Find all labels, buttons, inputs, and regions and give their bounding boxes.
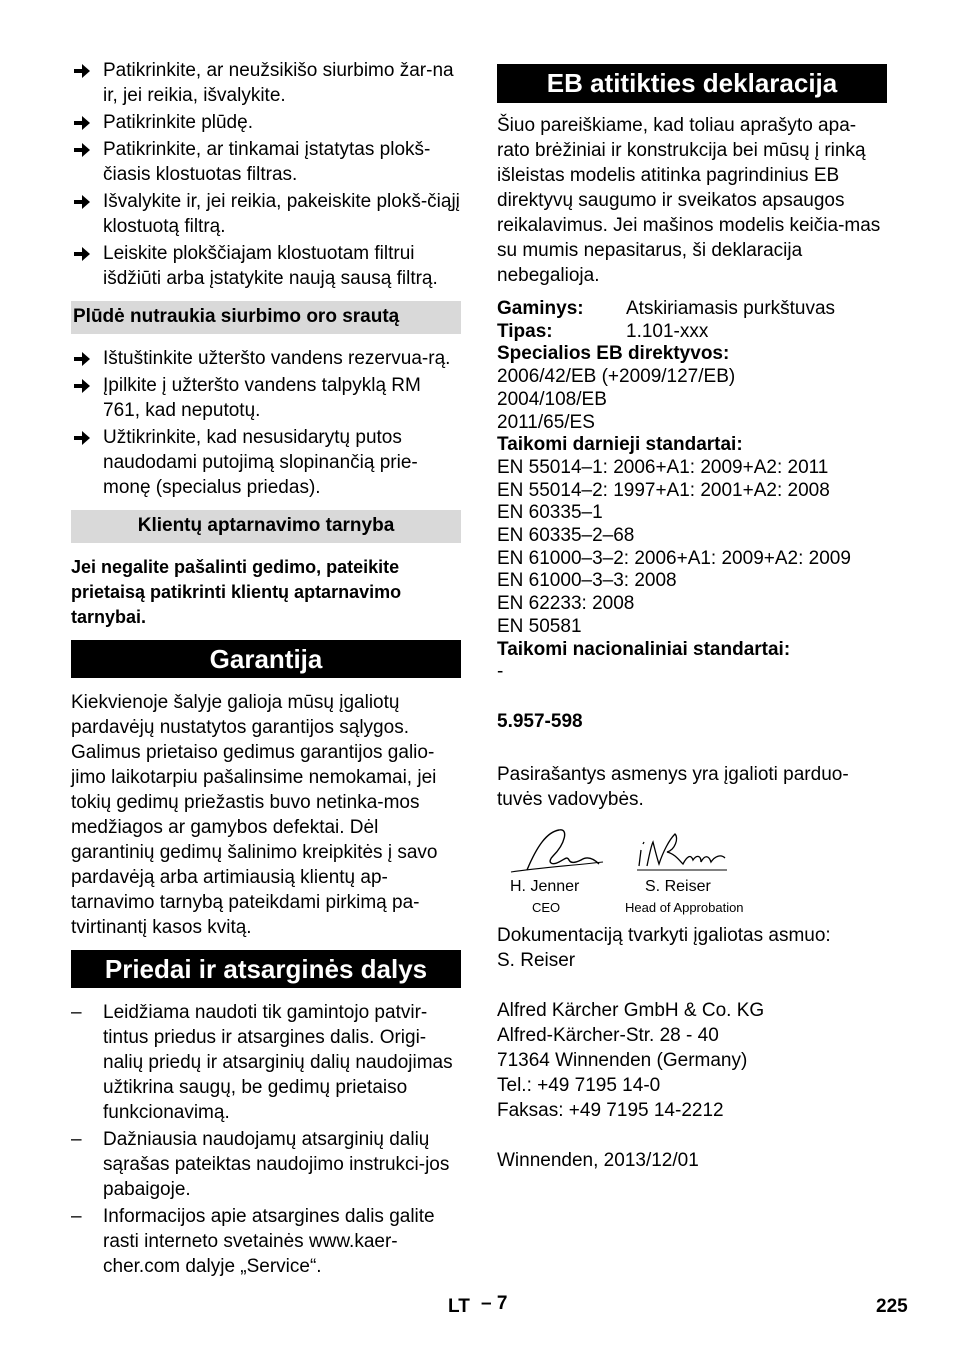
signer-role: Head of Approbation xyxy=(625,899,744,915)
standard-item: EN 60335–1 xyxy=(497,502,603,524)
type-row: Tipas: 1.101-xxx xyxy=(497,320,709,342)
directive-item: 2011/65/ES xyxy=(497,411,595,433)
service-text: Jei negalite pašalinti gedimo, pateikite prietaisą patikrinti klientų aptarnavimo tarnybai. xyxy=(71,557,402,627)
signers-text: Pasirašantys asmenys yra įgalioti parduo-tuvės vadovybės. xyxy=(497,763,849,810)
standard-item: EN 50581 xyxy=(497,615,582,637)
arrow-right-icon xyxy=(74,373,92,398)
standard-item: EN 55014–1: 2006+A1: 2009+A2: 2011 xyxy=(497,456,829,478)
dash-bullet-icon: – xyxy=(71,1129,82,1150)
list-item: – Dažniausia naudojamų atsarginių dalių sąrašas pateiktas naudojimo instrukci-jos pabaigoje. xyxy=(71,1129,450,1200)
standard-item: EN 61000–3–3: 2008 xyxy=(497,570,677,592)
signer-role: CEO xyxy=(532,899,561,915)
list-item: Leiskite plokščiajam klostuotam filtrui išdžiūti arba įstatykite naują sausą filtrą. xyxy=(71,241,461,291)
directive-item: 2004/108/EB xyxy=(497,388,607,410)
list-item: Patikrinkite, ar tinkamai įstatytas plokš-čiasis klostuotas filtras. xyxy=(71,137,461,187)
doc-person: S. Reiser xyxy=(497,949,576,971)
check-steps-list xyxy=(71,58,461,291)
list-item: Išvalykite ir, jei reikia, pakeiskite plokš-čiąjį klostuotą filtrą. xyxy=(71,189,461,239)
arrow-right-icon xyxy=(74,137,92,162)
list-item: Ištuštinkite užteršto vandens rezervua-rą. xyxy=(71,346,461,371)
float-subheading: Plūdė nutraukia siurbimo oro srautą xyxy=(71,301,461,334)
signer-name: H. Jenner xyxy=(510,877,580,895)
warranty-text: Kiekvienoje šalyje galioja mūsų įgaliotų pardavėjų nustatytos garantijos sąlygos. Galimus prietaiso gedimus garantijos galio-jimo laikotarpiu pašalinsime nemokamai, jei tokių gedimų priežastis buvo netinka-mos medžiagos ar gamybos defektai. Dėl garantinių gedimų šalinimo kreipkitės į savo pardavėją arba artimiausią klientų ap-tarnavimo tarnybą pateikdami pirkimą pa-tvirtinantį kasos kvitą. xyxy=(71,692,438,938)
list-item: Patikrinkite, ar neužsikišo siurbimo žar-na ir, jei reikia, išvalykite. xyxy=(71,58,461,108)
directives-label: Specialios EB direktyvos: xyxy=(497,343,730,365)
place-date: Winnenden, 2013/12/01 xyxy=(497,1149,699,1171)
list-item: – Leidžiama naudoti tik gamintojo patvir-tintus priedus ir atsargines dalis. Origi-nalių priedų ir atsarginių dalių naudojimas užtikrina saugų, be gedimų prietaiso funkcionavimą. xyxy=(71,1002,453,1123)
standard-item: EN 60335–2–68 xyxy=(497,525,635,547)
list-item: Užtikrinkite, kad nesusidarytų putos naudodami putojimą slopinančią prie-monę (specialus priedas). xyxy=(71,425,461,500)
company-address: Alfred Kärcher GmbH & Co. KG Alfred-Kärcher-Str. 28 - 40 71364 Winnenden (Germany) Tel.: +49 7195 14-0 Faksas: +49 7195 14-2212 xyxy=(497,999,765,1121)
signer-name: S. Reiser xyxy=(645,877,711,895)
service-subheading: Klientų aptarnavimo tarnyba xyxy=(71,510,461,543)
arrow-right-icon xyxy=(74,189,92,214)
national-standards-label: Taikomi nacionaliniai standartai: xyxy=(497,638,791,660)
dash-bullet-icon: – xyxy=(71,1002,82,1023)
standard-item: EN 55014–2: 1997+A1: 2001+A2: 2008 xyxy=(497,479,830,501)
standard-item: EN 62233: 2008 xyxy=(497,593,635,615)
parts-heading: Priedai ir atsarginės dalys xyxy=(71,950,461,988)
spec-block xyxy=(497,298,887,734)
declaration-intro: Šiuo pareiškiame, kad toliau aprašyto apa-rato brėžiniai ir konstrukcija bei mūsų į rinką išleistas modelis atitinka pagrindinius EB direktyvų saugumo ir sveikatos apsaugos reikalavimus. Jei mašinos modelis keičia-mas su mumis nepasitarus, ši deklaracija nebegalioja. xyxy=(497,115,881,286)
arrow-right-icon xyxy=(74,110,92,135)
page-number: 225 xyxy=(876,1296,908,1317)
footer-section-page: – 7 xyxy=(481,1293,508,1314)
dash-bullet-icon: – xyxy=(71,1206,82,1227)
product-row: Gaminys: Atskiriamasis purkštuvas xyxy=(497,298,836,319)
list-item: Įpilkite į užteršto vandens talpyklą RM 761, kad neputotų. xyxy=(71,373,461,423)
standard-item: EN 61000–3–2: 2006+A1: 2009+A2: 2009 xyxy=(497,547,851,569)
list-item: – Informacijos apie atsargines dalis galite rasti interneto svetainės www.kaer-cher.com dalyje „Service“. xyxy=(71,1206,435,1277)
directive-item: 2006/42/EB (+2009/127/EB) xyxy=(497,366,736,388)
arrow-right-icon xyxy=(74,241,92,266)
warranty-heading: Garantija xyxy=(71,640,461,678)
float-steps-list xyxy=(71,346,461,500)
standards-label: Taikomi darnieji standartai: xyxy=(497,434,743,456)
right-column xyxy=(497,58,887,1173)
signature-jenner-icon xyxy=(507,826,607,878)
declaration-heading: EB atitikties deklaracija xyxy=(497,64,887,103)
doc-person-label: Dokumentaciją tvarkyti įgaliotas asmuo: xyxy=(497,924,831,946)
list-item: Patikrinkite plūdę. xyxy=(71,110,461,135)
footer-language: LT xyxy=(448,1296,470,1317)
arrow-right-icon xyxy=(74,346,92,371)
document-number: 5.957-598 xyxy=(497,710,583,732)
signature-reiser-icon xyxy=(635,830,729,874)
left-column xyxy=(71,58,461,1281)
parts-list xyxy=(71,1000,461,1279)
national-standards-value: - xyxy=(497,661,504,683)
arrow-right-icon xyxy=(74,425,92,450)
signatures xyxy=(497,826,887,916)
arrow-right-icon xyxy=(74,58,92,83)
